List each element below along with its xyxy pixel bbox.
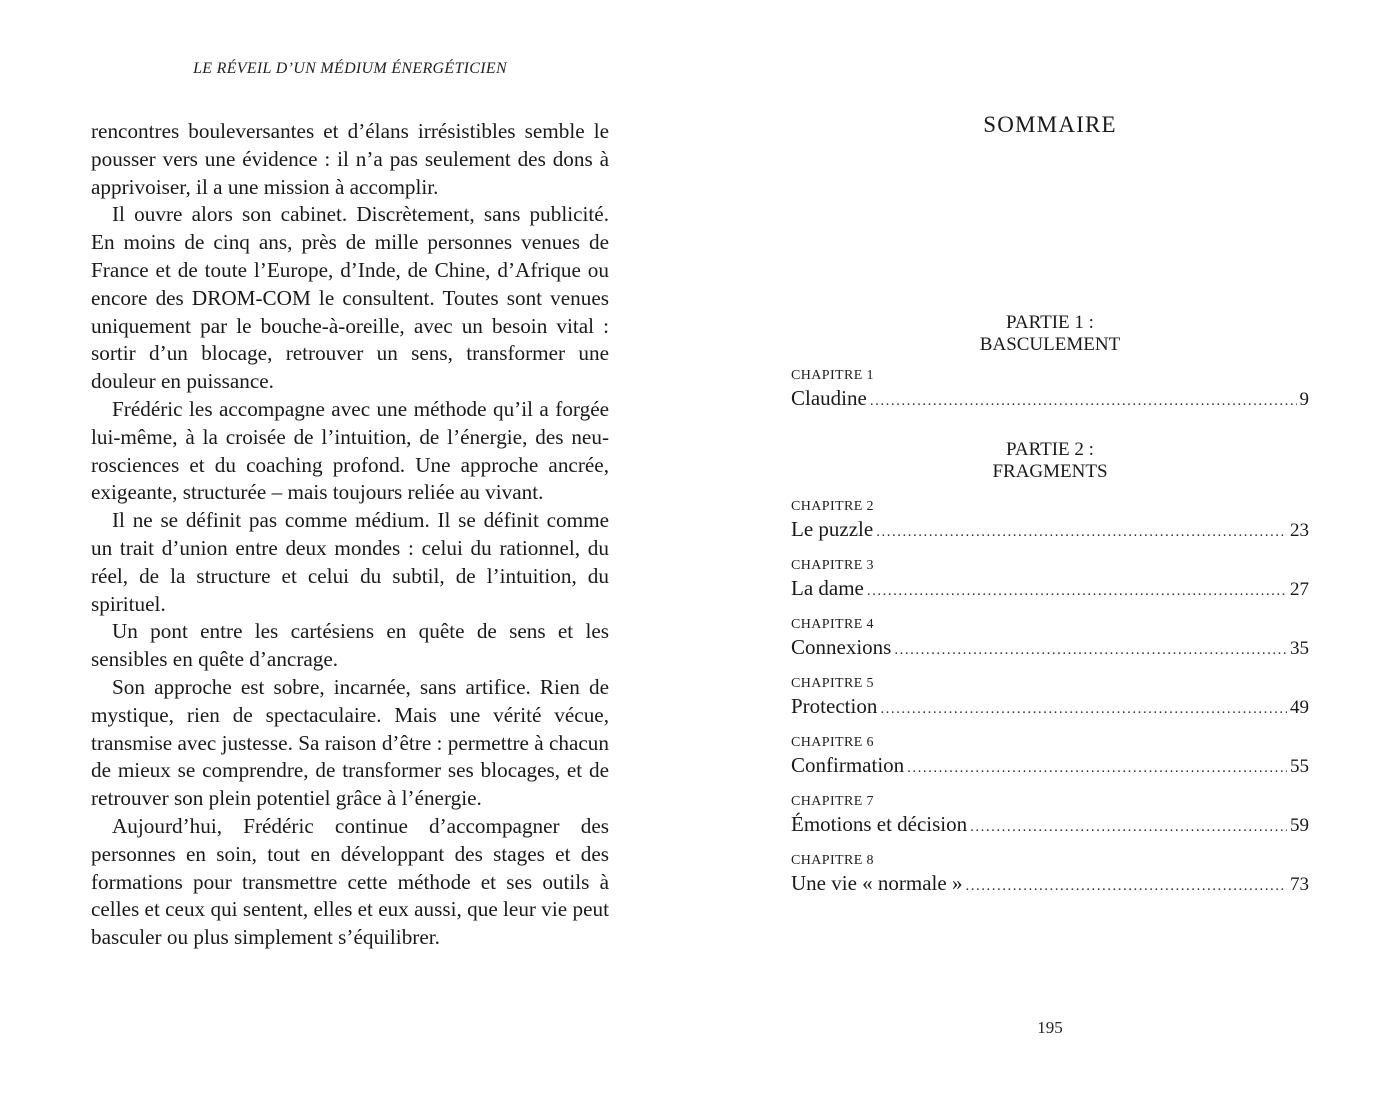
chapter-page-number: 59 — [1290, 815, 1309, 836]
chapter-title: La dame — [791, 576, 864, 600]
toc-chapter[interactable] — [791, 735, 1309, 782]
toc-entry — [791, 574, 1309, 605]
dot-leader — [970, 813, 1287, 841]
dot-leader — [880, 695, 1287, 723]
toc-entry — [791, 869, 1309, 900]
toc-title: SOMMAIRE — [983, 112, 1117, 137]
right-page — [700, 0, 1400, 1115]
chapter-page-number: 73 — [1290, 874, 1309, 895]
toc-chapter[interactable] — [791, 368, 1309, 415]
toc-chapter[interactable] — [791, 558, 1309, 605]
paragraph: Un pont entre les cartésiens en quête de sens et les sensibles en quête d’ancrage. — [91, 619, 609, 672]
paragraph: rencontres bouleversantes et d’élans irrésistibles semble le pousser vers une évidence : il n’a pas seulement des dons à apprivoiser, il a une mission à accomplir. — [91, 119, 609, 199]
part-name: BASCULEMENT — [979, 334, 1121, 355]
chapter-page-number: 9 — [1299, 389, 1309, 410]
toc-entry — [791, 751, 1309, 782]
toc-chapter[interactable] — [791, 853, 1309, 900]
paragraph: Il ouvre alors son cabinet. Discrètement, sans publicité. En moins de cinq ans, près de mille personnes venues de France et de toute l’Europe, d’Inde, de Chine, d’Afrique ou encore des DROM-COM le consultent. Toutes sont venues uniquement par le bouche-à-oreille, avec un besoin vital : sortir d’un blocage, retrouver un sens, transformer une douleur en puissance. — [91, 202, 609, 394]
toc-entry — [791, 810, 1309, 841]
toc-chapter[interactable] — [791, 794, 1309, 841]
chapter-title: Protection — [791, 694, 878, 718]
table-of-contents — [791, 312, 1309, 912]
chapter-label: CHAPITRE 4 — [791, 617, 874, 632]
chapter-title: Confirmation — [791, 753, 905, 777]
chapter-page-number: 49 — [1290, 697, 1309, 718]
dot-leader — [907, 754, 1287, 782]
toc-chapter[interactable] — [791, 617, 1309, 664]
toc-entry — [791, 633, 1309, 664]
dot-leader — [867, 577, 1287, 605]
part-name: FRAGMENTS — [992, 461, 1108, 482]
toc-entry — [791, 515, 1309, 546]
chapter-title: Une vie « normale » — [791, 871, 963, 895]
chapter-page-number: 23 — [1290, 520, 1309, 541]
paragraph: Aujourd’hui, Frédéric continue d’accompagner des personnes en soin, tout en développant des stages et des formations pour transmettre cette méthode et ses outils à celles et ceux qui sentent, elles et eux aussi, que leur vie peut basculer ou plus simplement s’équilibrer. — [91, 813, 609, 950]
toc-chapter[interactable] — [791, 499, 1309, 546]
dot-leader — [894, 636, 1287, 664]
chapter-label: CHAPITRE 3 — [791, 558, 874, 573]
toc-part-heading — [791, 312, 1309, 356]
dot-leader — [870, 387, 1297, 415]
chapter-label: CHAPITRE 2 — [791, 499, 874, 514]
dot-leader — [965, 872, 1287, 900]
paragraph: Son approche est sobre, incarnée, sans artifice. Rien de mystique, rien de spectaculaire. Mais une vérité vécue, transmise avec justesse. Sa raison d’être : permettre à chacun de mieux se comprendre, de transformer ses blocages, et de retrouver son plein potentiel grâce à l’énergie. — [91, 674, 609, 811]
dot-leader — [876, 518, 1287, 546]
toc-entry — [791, 692, 1309, 723]
body-text — [91, 118, 609, 952]
part-label: PARTIE 2 : — [1006, 439, 1094, 460]
chapter-label: CHAPITRE 6 — [791, 735, 874, 750]
paragraph: Frédéric les accompagne avec une méthode qu’il a forgée lui-même, à la croisée de l’intuition, de l’énergie, des neurosciences et du coaching profond. Une approche ancrée, exigeante, structurée – mais toujours reliée au vivant. — [91, 396, 609, 505]
chapter-title: Connexions — [791, 635, 892, 659]
page-number: 195 — [1037, 1018, 1063, 1037]
chapter-title: Le puzzle — [791, 517, 874, 541]
part-label: PARTIE 1 : — [1006, 312, 1094, 333]
paragraph: Il ne se définit pas comme médium. Il se définit comme un trait d’union entre deux mondes : celui du rationnel, du réel, de la structure et celui du subtil, de l’intuition, du spirituel. — [91, 508, 609, 616]
chapter-label: CHAPITRE 7 — [791, 794, 874, 809]
chapter-label: CHAPITRE 5 — [791, 676, 874, 691]
toc-chapter[interactable] — [791, 676, 1309, 723]
chapter-label: CHAPITRE 1 — [791, 368, 874, 383]
toc-entry — [791, 384, 1309, 415]
chapter-label: CHAPITRE 8 — [791, 853, 874, 868]
chapter-title: Claudine — [791, 386, 867, 410]
chapter-page-number: 35 — [1290, 638, 1309, 659]
chapter-page-number: 27 — [1290, 579, 1309, 600]
running-head: LE RÉVEIL D’UN MÉDIUM ÉNERGÉTICIEN — [193, 60, 507, 77]
chapter-title: Émotions et décision — [791, 812, 968, 836]
toc-part-heading — [791, 439, 1309, 483]
chapter-page-number: 55 — [1290, 756, 1309, 777]
